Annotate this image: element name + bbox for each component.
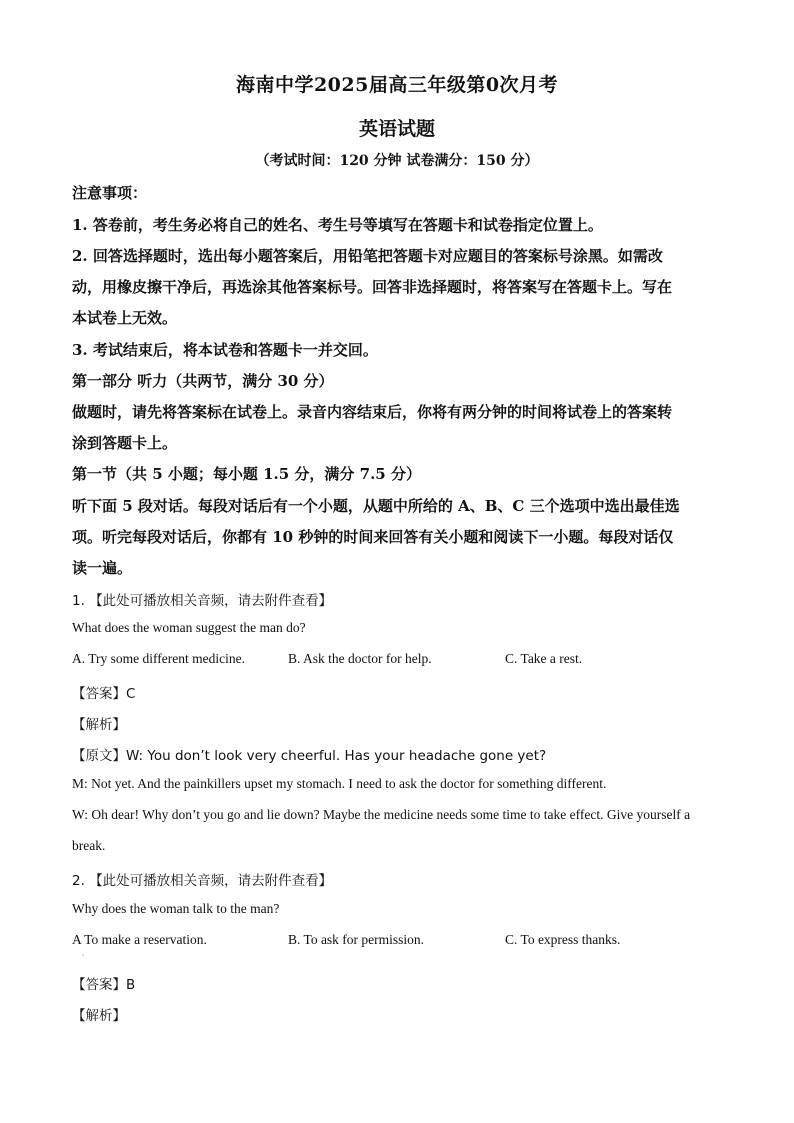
- section1-instruction-line-2: 项。听完每段对话后，你都有 10 秒钟的时间来回答有关小题和阅读下一小题。每段对话仅: [72, 528, 674, 546]
- section1-instruction-line-3: 读一遍。: [72, 559, 133, 577]
- subject-title: 英语试题: [358, 118, 435, 140]
- stray-dot: ·: [82, 951, 85, 960]
- q1-script-line-2: M: Not yet. And the painkillers upset my stomach. I need to ask the doctor for something different.: [72, 776, 607, 791]
- q1-option-b: B. Ask the doctor for help.: [288, 651, 432, 666]
- notice-item-2-line-2: 动，用橡皮擦干净后，再选涂其他答案标号。回答非选择题时，将答案写在答题卡上。写在: [72, 278, 673, 296]
- q1-option-c: C. Take a rest.: [505, 651, 583, 666]
- exam-info: （考试时间：120 分钟 试卷满分：150 分）: [255, 153, 539, 169]
- notice-item-3: 3. 考试结束后，将本试卷和答题卡一并交回。: [72, 341, 378, 359]
- notice-item-2-line-1: 2. 回答选择题时，选出每小题答案后，用铅笔把答题卡对应题目的答案标号涂黑。如需改: [72, 247, 663, 265]
- q1-script-line-3: W: Oh dear! Why don’t you go and lie down? Maybe the medicine needs some time to take effect. Give yourself a: [72, 807, 691, 822]
- notice-heading: 注意事项：: [72, 184, 148, 202]
- section1-heading: 第一节（共 5 小题；每小题 1.5 分，满分 7.5 分）: [72, 465, 421, 483]
- q1-analysis: 【解析】: [72, 717, 126, 733]
- exam-title: 海南中学2025届高三年级第0次月考: [235, 74, 559, 96]
- part1-instruction-line-1: 做题时，请先将答案标在试卷上。录音内容结束后，你将有两分钟的时间将试卷上的答案转: [72, 403, 673, 421]
- q2-option-b: B. To ask for permission.: [288, 932, 425, 947]
- part1-heading: 第一部分 听力（共两节，满分 30 分）: [72, 372, 334, 390]
- section1-instruction-line-1: 听下面 5 段对话。每段对话后有一个小题，从题中所给的 A、B、C 三个选项中选出最佳选: [72, 497, 680, 515]
- q2-option-c: C. To express thanks.: [505, 932, 621, 947]
- q2-option-a: A To make a reservation.: [72, 932, 207, 947]
- notice-item-1: 1. 答卷前，考生务必将自己的姓名、考生号等填写在答题卡和试卷指定位置上。: [72, 216, 603, 234]
- q1-answer: 【答案】C: [72, 686, 136, 702]
- q1-script-line-1: 【原文】W: You don’t look very cheerful. Has your headache gone yet?: [72, 748, 547, 764]
- q1-question: What does the woman suggest the man do?: [72, 620, 306, 635]
- q2-answer: 【答案】B: [72, 977, 136, 993]
- q2-analysis: 【解析】: [72, 1008, 126, 1024]
- notice-item-2-line-3: 本试卷上无效。: [72, 309, 178, 327]
- q2-audio-link[interactable]: 2. 【此处可播放相关音频，请去附件查看】: [72, 873, 333, 889]
- q1-option-a: A. Try some different medicine.: [72, 651, 245, 666]
- q2-question: Why does the woman talk to the man?: [72, 901, 280, 916]
- q1-script-line-4: break.: [72, 838, 106, 853]
- q1-audio-link[interactable]: 1. 【此处可播放相关音频，请去附件查看】: [72, 593, 333, 609]
- part1-instruction-line-2: 涂到答题卡上。: [72, 434, 178, 452]
